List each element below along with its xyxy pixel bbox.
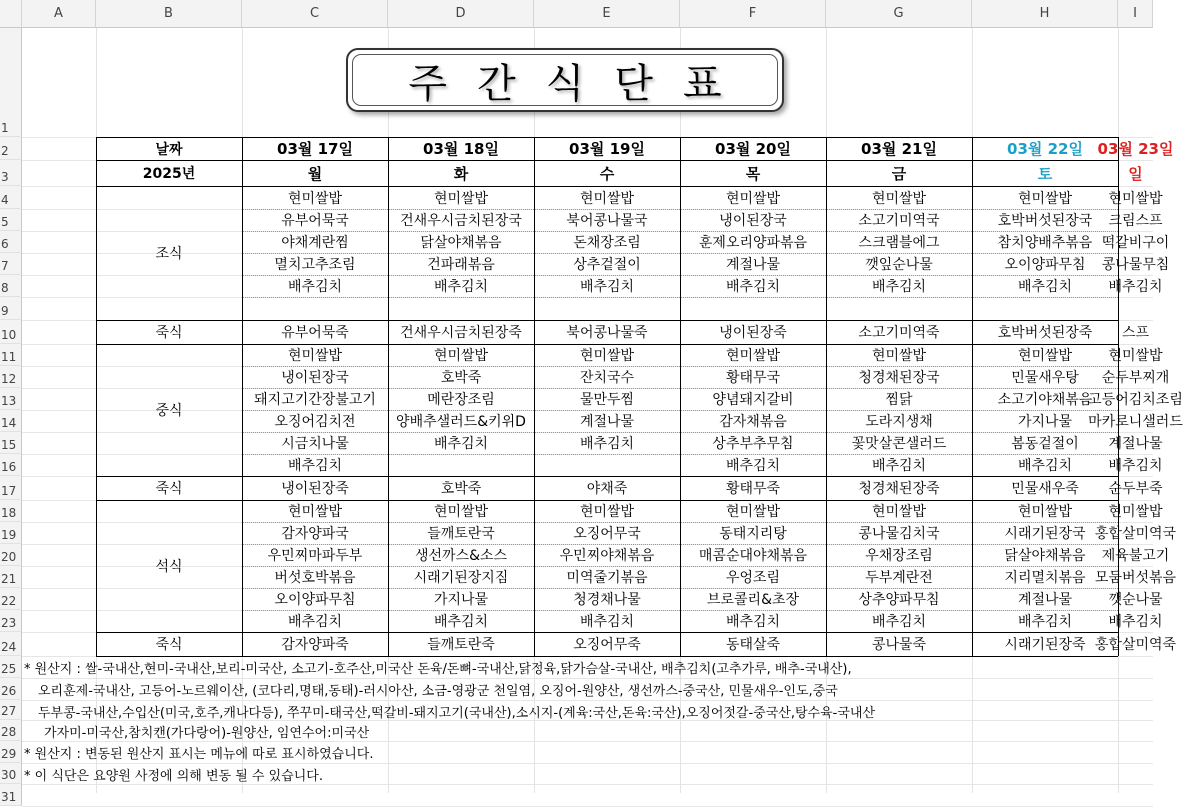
dinner-menu-item[interactable]: 우민찌마파두부: [267, 548, 363, 564]
row-header[interactable]: 28: [0, 720, 22, 741]
dinner-menu-item[interactable]: 버섯호박볶음: [274, 570, 356, 586]
gridline-horizontal: [22, 741, 1153, 742]
dinner-menu-item[interactable]: 생선까스&소스: [414, 548, 508, 564]
select-all-corner[interactable]: [0, 0, 22, 28]
lunch-menu-item[interactable]: 현미쌀밥: [725, 348, 781, 364]
dinner-menu-item[interactable]: 청경채나물: [573, 592, 641, 608]
dinner-menu-item[interactable]: 배추김치: [725, 614, 781, 630]
breakfast-menu-item[interactable]: 현미쌀밥: [725, 190, 781, 207]
dinner-menu-item[interactable]: 현미쌀밥: [725, 504, 781, 520]
porridge-menu-item[interactable]: 야채죽: [586, 481, 628, 497]
porridge-menu-item[interactable]: 냉이된장죽: [719, 325, 787, 341]
breakfast-menu-item[interactable]: 배추김치: [579, 279, 635, 295]
dinner-menu-item[interactable]: 제육불고기: [1101, 548, 1170, 564]
dinner-menu-item[interactable]: 우채장조림: [865, 548, 933, 564]
breakfast-menu-item[interactable]: 소고기미역국: [858, 213, 940, 229]
row-header[interactable]: 29: [0, 741, 22, 763]
row-header[interactable]: 18: [0, 500, 22, 522]
lunch-menu-item[interactable]: 잔치국수: [579, 370, 635, 386]
dinner-menu-item[interactable]: 배추김치: [287, 614, 343, 630]
origin-note: 가자미-미국산,참치캔(가다랑어)-원양산, 임연수어:미국산: [44, 726, 370, 741]
lunch-menu-item[interactable]: 물만두찜: [579, 392, 635, 408]
porridge-menu-item[interactable]: 소고기미역죽: [858, 325, 940, 341]
breakfast-menu-item[interactable]: 떡갈비구이: [1101, 235, 1170, 251]
row-header[interactable]: 25: [0, 656, 22, 678]
porridge-menu-item[interactable]: 홍합살미역죽: [1094, 637, 1177, 653]
date-header[interactable]: 03월 23일: [1097, 140, 1174, 158]
row-header[interactable]: 30: [0, 763, 22, 784]
lunch-menu-item[interactable]: 돼지고기간장불고기: [254, 392, 376, 408]
gridline-horizontal: [22, 784, 1153, 785]
lunch-menu-item[interactable]: 상추부추무침: [712, 436, 794, 452]
lunch-menu-item[interactable]: 계절나물: [1108, 436, 1163, 452]
row-header[interactable]: 16: [0, 454, 22, 476]
dinner-menu-item[interactable]: 현미쌀밥: [433, 504, 489, 520]
lunch-menu-item[interactable]: 냉이된장국: [281, 370, 349, 386]
row-header[interactable]: 23: [0, 610, 22, 632]
row-header[interactable]: 10: [0, 320, 22, 344]
row-header[interactable]: 17: [0, 476, 22, 500]
breakfast-menu-item[interactable]: 현미쌀밥: [1108, 190, 1163, 207]
lunch-menu-item[interactable]: 순두부찌개: [1101, 370, 1170, 386]
breakfast-menu-item[interactable]: 콩나물무침: [1101, 257, 1170, 273]
lunch-menu-item[interactable]: 찜닭: [885, 392, 913, 408]
dinner-menu-item[interactable]: 배추김치: [579, 614, 635, 630]
dinner-menu-item[interactable]: 홍합살미역국: [1094, 526, 1177, 542]
lunch-menu-item[interactable]: 배추김치: [287, 458, 343, 474]
lunch-menu-item[interactable]: 배추김치: [871, 458, 927, 474]
row-header[interactable]: 24: [0, 632, 22, 656]
column-header[interactable]: D: [388, 0, 534, 28]
dinner-menu-item[interactable]: 시래기된장국: [1004, 526, 1086, 542]
origin-note: * 원산지 : 변동된 원산지 표시는 메뉴에 따로 표시하였습니다.: [24, 747, 374, 762]
dinner-menu-item[interactable]: 상추양파무침: [858, 592, 940, 608]
day-header[interactable]: 수: [599, 164, 615, 183]
dinner-menu-item[interactable]: 미역줄기볶음: [566, 570, 648, 586]
dinner-menu-item[interactable]: 매콤순대야채볶음: [698, 548, 808, 564]
dinner-menu-item[interactable]: 배추김치: [1108, 614, 1163, 630]
day-header[interactable]: 월: [307, 164, 323, 183]
lunch-menu-item[interactable]: 배추김치: [579, 436, 635, 452]
lunch-menu-item[interactable]: 가지나물: [1017, 414, 1073, 430]
dinner-menu-item[interactable]: 배추김치: [433, 614, 489, 630]
column-header[interactable]: E: [534, 0, 680, 28]
gridline-horizontal: [22, 678, 1153, 679]
lunch-menu-item[interactable]: [388, 454, 534, 476]
breakfast-menu-item[interactable]: 현미쌀밥: [579, 190, 635, 207]
breakfast-menu-item[interactable]: 배추김치: [1108, 279, 1163, 295]
dinner-menu-item[interactable]: 현미쌀밥: [1017, 504, 1073, 520]
porridge-menu-item[interactable]: 순두부죽: [1108, 481, 1163, 497]
porridge-menu-item[interactable]: 호박버섯된장죽: [997, 325, 1093, 341]
porridge-menu-item[interactable]: 들깨토란죽: [427, 637, 495, 653]
menu-title: 주간식단표: [408, 60, 752, 107]
lunch-menu-item[interactable]: 배추김치: [725, 458, 781, 474]
dinner-menu-item[interactable]: 가지나물: [433, 592, 489, 608]
lunch-menu-item[interactable]: 양념돼지갈비: [712, 392, 794, 408]
lunch-menu-item[interactable]: 배추김치: [433, 436, 489, 452]
origin-note: 두부콩-국내산,수입산(미국,호주,캐나다등), 쭈꾸미-태국산,떡갈비-돼지고기(국내산),소시지-(계육:국산,돈육:국산),오징어젓갈-중국산,탕수육-국내산: [38, 706, 876, 721]
porridge-menu-item[interactable]: 동태살죽: [725, 637, 781, 653]
lunch-menu-item[interactable]: 감자채볶음: [719, 414, 787, 430]
porridge-menu-item[interactable]: 황태무죽: [725, 481, 781, 497]
row-header[interactable]: 15: [0, 432, 22, 454]
breakfast-menu-item[interactable]: [242, 297, 388, 320]
row-header[interactable]: 11: [0, 344, 22, 366]
lunch-menu-item[interactable]: 황태무국: [725, 370, 781, 386]
dinner-menu-item[interactable]: 감자양파국: [281, 526, 349, 542]
dinner-menu-item[interactable]: 시래기된장지짐: [413, 570, 509, 586]
row-header[interactable]: 14: [0, 410, 22, 432]
column-header[interactable]: B: [96, 0, 242, 28]
dinner-menu-item[interactable]: 현미쌀밥: [1108, 504, 1163, 520]
lunch-menu-item[interactable]: 현미쌀밥: [1017, 348, 1073, 364]
lunch-menu-item[interactable]: 현미쌀밥: [433, 348, 489, 364]
porridge-menu-item[interactable]: 시래기된장죽: [1004, 637, 1086, 653]
porridge-label[interactable]: 죽식: [155, 637, 183, 653]
breakfast-menu-item[interactable]: 현미쌀밥: [433, 190, 489, 207]
column-header[interactable]: F: [680, 0, 826, 28]
porridge-label[interactable]: 죽식: [155, 325, 183, 341]
lunch-menu-item[interactable]: 현미쌀밥: [579, 348, 635, 364]
day-header[interactable]: 화: [453, 164, 469, 183]
breakfast-menu-item[interactable]: 돈채장조림: [573, 235, 641, 251]
lunch-menu-item[interactable]: 청경채된장국: [858, 370, 940, 386]
breakfast-menu-item[interactable]: 현미쌀밥: [1017, 190, 1073, 207]
row-header[interactable]: 27: [0, 700, 22, 720]
row-header[interactable]: 26: [0, 678, 22, 700]
porridge-menu-item[interactable]: 유부어묵죽: [281, 325, 349, 341]
dinner-menu-item[interactable]: 배추김치: [871, 614, 927, 630]
breakfast-menu-item[interactable]: 계절나물: [725, 257, 781, 273]
breakfast-menu-item[interactable]: 크림스프: [1108, 213, 1163, 229]
column-header[interactable]: G: [826, 0, 972, 28]
row-header[interactable]: 20: [0, 544, 22, 566]
breakfast-menu-item[interactable]: [388, 297, 534, 320]
breakfast-menu-item[interactable]: 참치양배추볶음: [997, 235, 1093, 251]
dinner-menu-item[interactable]: 깻순나물: [1108, 592, 1163, 608]
porridge-menu-item[interactable]: 오징어무죽: [573, 637, 641, 653]
breakfast-menu-item[interactable]: 북어콩나물국: [566, 213, 648, 229]
dinner-menu-item[interactable]: 들깨토란국: [427, 526, 495, 542]
breakfast-menu-item[interactable]: 배추김치: [871, 279, 927, 295]
row-header[interactable]: 3: [0, 160, 22, 186]
lunch-menu-item[interactable]: 계절나물: [579, 414, 635, 430]
dinner-menu-item[interactable]: 오징어무국: [573, 526, 641, 542]
breakfast-menu-item[interactable]: [1118, 297, 1153, 320]
breakfast-menu-item[interactable]: 야채계란찜: [281, 235, 349, 251]
lunch-menu-item[interactable]: 배추김치: [1017, 458, 1073, 474]
column-header[interactable]: I: [1118, 0, 1153, 28]
lunch-menu-item[interactable]: 도라지생채: [865, 414, 933, 430]
date-header[interactable]: 03월 22일: [1007, 140, 1083, 158]
breakfast-menu-item[interactable]: 배추김치: [287, 279, 343, 295]
dinner-menu-item[interactable]: 닭살야채볶음: [1004, 548, 1086, 564]
gridline-horizontal: [22, 700, 1153, 701]
lunch-menu-item[interactable]: 메란장조림: [427, 392, 495, 408]
lunch-menu-item[interactable]: 소고기야채볶음: [997, 392, 1093, 408]
porridge-menu-item[interactable]: 건새우시금치된장죽: [400, 325, 522, 341]
breakfast-menu-item[interactable]: 배추김치: [1017, 279, 1073, 295]
row-header[interactable]: 4: [0, 186, 22, 209]
row-header[interactable]: 22: [0, 588, 22, 610]
table-border: [96, 656, 1118, 657]
row-header[interactable]: 6: [0, 231, 22, 253]
lunch-menu-item[interactable]: 민물새우탕: [1011, 370, 1079, 386]
day-header[interactable]: 금: [891, 164, 907, 183]
lunch-menu-item[interactable]: 배추김치: [1108, 458, 1163, 474]
lunch-menu-item[interactable]: 현미쌀밥: [1108, 348, 1163, 364]
breakfast-menu-item[interactable]: 호박버섯된장국: [997, 213, 1093, 229]
porridge-menu-item[interactable]: 북어콩나물죽: [566, 325, 648, 341]
lunch-menu-item[interactable]: 시금치나물: [281, 436, 349, 452]
origin-note: * 이 식단은 요양원 사정에 의해 변동 될 수 있습니다.: [24, 769, 323, 784]
date-label[interactable]: 날짜: [155, 141, 183, 158]
dinner-menu-item[interactable]: 브로콜리&초장: [706, 592, 800, 608]
lunch-menu-item[interactable]: 봄동겉절이: [1011, 436, 1079, 452]
day-header[interactable]: 토: [1037, 164, 1053, 183]
row-header[interactable]: 2: [0, 137, 22, 160]
column-header[interactable]: C: [242, 0, 388, 28]
row-header[interactable]: 1: [0, 28, 22, 137]
dinner-menu-item[interactable]: 모둠버섯볶음: [1094, 570, 1177, 586]
breakfast-menu-item[interactable]: 훈제오리양파볶음: [698, 235, 808, 251]
breakfast-menu-item[interactable]: 배추김치: [433, 279, 489, 295]
row-header[interactable]: 5: [0, 209, 22, 231]
porridge-menu-item[interactable]: 민물새우죽: [1011, 481, 1079, 497]
day-header[interactable]: 목: [745, 164, 761, 183]
column-header[interactable]: A: [22, 0, 96, 28]
row-header[interactable]: 21: [0, 566, 22, 588]
row-header[interactable]: 8: [0, 275, 22, 297]
breakfast-menu-item[interactable]: 건새우시금치된장국: [400, 213, 522, 229]
breakfast-menu-item[interactable]: 유부어묵국: [281, 213, 349, 229]
dinner-menu-item[interactable]: 우민찌야채볶음: [559, 548, 655, 564]
breakfast-menu-item[interactable]: 멸치고추조림: [274, 257, 356, 273]
dinner-menu-item[interactable]: 현미쌀밥: [579, 504, 635, 520]
dinner-menu-item[interactable]: 현미쌀밥: [871, 504, 927, 520]
breakfast-menu-item[interactable]: 현미쌀밥: [871, 190, 927, 207]
porridge-menu-item[interactable]: 콩나물죽: [871, 637, 927, 653]
row-header[interactable]: 7: [0, 253, 22, 275]
breakfast-menu-item[interactable]: 현미쌀밥: [287, 190, 343, 207]
dinner-menu-item[interactable]: 현미쌀밥: [287, 504, 343, 520]
lunch-menu-item[interactable]: 고등어김치조림: [1088, 392, 1183, 408]
origin-note: * 원산지 : 쌀-국내산,현미-국내산,보리-미국산, 소고기-호주산,미국산 돈육/돈뼈-국내산,닭정육,닭가슴살-국내산, 배추김치(고추가루, 배추-국내산),: [24, 662, 852, 677]
dinner-menu-item[interactable]: 지리멸치볶음: [1004, 570, 1086, 586]
breakfast-menu-item[interactable]: 건파래볶음: [427, 257, 495, 273]
dinner-menu-item[interactable]: 계절나물: [1017, 592, 1073, 608]
breakfast-menu-item[interactable]: [972, 297, 1118, 320]
porridge-menu-item[interactable]: 청경채된장죽: [858, 481, 940, 497]
gridline-horizontal: [22, 763, 1153, 764]
column-header[interactable]: H: [972, 0, 1118, 28]
row-header[interactable]: 31: [0, 784, 22, 806]
dinner-menu-item[interactable]: 배추김치: [1017, 614, 1073, 630]
breakfast-menu-item[interactable]: [534, 297, 680, 320]
lunch-menu-item[interactable]: 호박죽: [440, 370, 482, 386]
lunch-menu-item[interactable]: 현미쌀밥: [871, 348, 927, 364]
menu-title-box: [346, 48, 784, 112]
lunch-menu-item[interactable]: 마카로니샐러드: [1088, 414, 1183, 430]
lunch-menu-item[interactable]: 현미쌀밥: [287, 348, 343, 364]
breakfast-menu-item[interactable]: 스크램블에그: [858, 235, 940, 251]
date-header[interactable]: 03월 20일: [715, 140, 791, 158]
day-header[interactable]: 일: [1128, 164, 1143, 183]
breakfast-menu-item[interactable]: 상추겉절이: [573, 257, 641, 273]
row-header[interactable]: 12: [0, 366, 22, 388]
lunch-label[interactable]: 중식: [155, 403, 183, 419]
dinner-label[interactable]: 석식: [155, 559, 183, 575]
row-header[interactable]: 19: [0, 522, 22, 544]
breakfast-menu-item[interactable]: 냉이된장국: [719, 213, 787, 229]
breakfast-menu-item[interactable]: 배추김치: [725, 279, 781, 295]
lunch-menu-item[interactable]: 오징어김치전: [274, 414, 356, 430]
dinner-menu-item[interactable]: 오이양파무침: [274, 592, 356, 608]
porridge-menu-item[interactable]: 냉이된장죽: [281, 481, 349, 497]
dinner-menu-item[interactable]: 우엉조림: [725, 570, 781, 586]
breakfast-menu-item[interactable]: 닭살야채볶음: [420, 235, 502, 251]
dinner-menu-item[interactable]: 동태지리탕: [719, 526, 787, 542]
dinner-menu-item[interactable]: 두부계란전: [865, 570, 933, 586]
row-header[interactable]: 13: [0, 388, 22, 410]
breakfast-menu-item[interactable]: [826, 297, 972, 320]
row-header[interactable]: 9: [0, 297, 22, 320]
date-header[interactable]: 03월 19일: [569, 140, 645, 158]
date-header[interactable]: 03월 18일: [423, 140, 499, 158]
lunch-menu-item[interactable]: [534, 454, 680, 476]
year-label[interactable]: 2025년: [142, 166, 196, 182]
lunch-menu-item[interactable]: 꽃맛살콘샐러드: [851, 436, 947, 452]
dinner-menu-item[interactable]: 콩나물김치국: [858, 526, 940, 542]
breakfast-label[interactable]: 조식: [155, 246, 183, 262]
porridge-menu-item[interactable]: 호박죽: [440, 481, 482, 497]
porridge-menu-item[interactable]: 감자양파죽: [281, 637, 349, 653]
breakfast-menu-item[interactable]: 깻잎순나물: [865, 257, 933, 273]
date-header[interactable]: 03월 21일: [861, 140, 937, 158]
origin-note: 오리훈제-국내산, 고등어-노르웨이산, (코다리,명태,동태)-러시아산, 소금-영광군 천일염, 오징어-원양산, 생선까스-중국산, 민물새우-인도,중국: [38, 684, 838, 699]
date-header[interactable]: 03월 17일: [277, 140, 353, 158]
breakfast-menu-item[interactable]: [680, 297, 826, 320]
porridge-label[interactable]: 죽식: [155, 481, 183, 497]
breakfast-menu-item[interactable]: 오이양파무침: [1004, 257, 1086, 273]
lunch-menu-item[interactable]: 양배추샐러드&키위D: [396, 414, 526, 430]
porridge-menu-item[interactable]: 스프: [1121, 325, 1150, 341]
